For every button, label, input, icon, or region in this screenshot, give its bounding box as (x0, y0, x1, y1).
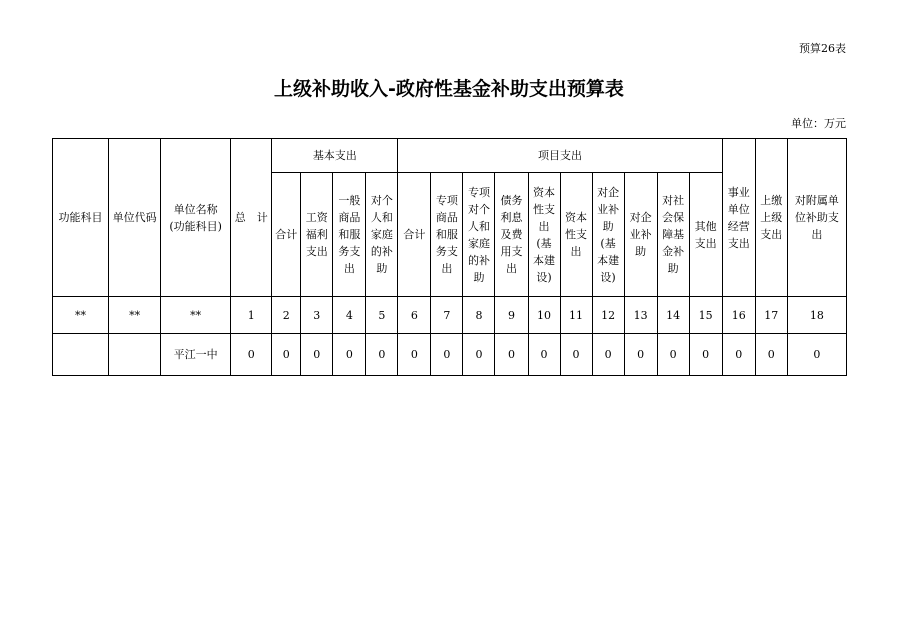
cell-value: 0 (657, 334, 689, 376)
header-project-social-security: 对社会保障基金补助 (662, 194, 685, 275)
cell-value: 0 (560, 334, 592, 376)
header-project-sub-cell (560, 173, 592, 297)
budget-table (52, 138, 847, 376)
index-number: 17 (755, 297, 787, 334)
header-unit-name-cell (161, 139, 231, 297)
header-affiliated: 对附属单位补助支出 (794, 194, 839, 241)
header-project-sub-cell (592, 173, 624, 297)
header-basic: 基本支出 (272, 139, 398, 173)
index-number: 14 (657, 297, 689, 334)
cell-unit-code (109, 334, 161, 376)
index-number: 11 (560, 297, 592, 334)
header-basic-sub-cell (333, 173, 366, 297)
index-number: 12 (592, 297, 624, 334)
index-mark: ** (53, 297, 109, 334)
header-project-goods: 专项商品和服务支出 (435, 194, 458, 275)
cell-value: 0 (495, 334, 528, 376)
header-project-other: 其他支出 (694, 219, 717, 250)
index-number: 15 (689, 297, 722, 334)
header-basic-sub-cell (272, 173, 301, 297)
header-business-cell (722, 139, 755, 297)
cell-value: 0 (398, 334, 431, 376)
header-project: 项目支出 (398, 139, 722, 173)
cell-value: 0 (301, 334, 333, 376)
cell-func-subject (53, 334, 109, 376)
header-basic-salary: 工资福利支出 (305, 211, 328, 258)
cell-total: 0 (231, 334, 272, 376)
index-row (53, 297, 847, 334)
index-number: 16 (722, 297, 755, 334)
index-number: 4 (333, 297, 366, 334)
header-affiliated-cell (787, 139, 846, 297)
header-project-personal: 专项对个人和家庭的补助 (467, 185, 490, 284)
cell-value: 0 (722, 334, 755, 376)
index-number: 13 (624, 297, 657, 334)
header-project-total: 合计 (403, 228, 426, 241)
index-number: 8 (463, 297, 495, 334)
header-basic-sub-cell (301, 173, 333, 297)
index-number: 6 (398, 297, 431, 334)
header-upper: 上缴上级支出 (760, 194, 783, 241)
cell-value: 0 (333, 334, 366, 376)
cell-unit-name: 平江一中 (161, 334, 231, 376)
header-project-sub-cell (689, 173, 722, 297)
header-project-sub-cell (657, 173, 689, 297)
header-project-sub-cell (431, 173, 463, 297)
header-unit-name: 单位名称(功能科目) (169, 202, 222, 233)
index-number: 1 (231, 297, 272, 334)
header-func-subject: 功能科目 (53, 139, 109, 297)
header-basic-sub-cell (366, 173, 398, 297)
header-project-sub-cell (463, 173, 495, 297)
cell-value: 0 (787, 334, 846, 376)
header-business: 事业单位经营支出 (727, 185, 750, 250)
index-mark: ** (109, 297, 161, 334)
header-basic-total: 合计 (275, 228, 298, 241)
header-upper-cell (755, 139, 787, 297)
cell-value: 0 (755, 334, 787, 376)
header-basic-goods: 一般商品和服务支出 (338, 194, 361, 275)
cell-value: 0 (528, 334, 560, 376)
cell-value: 0 (272, 334, 301, 376)
cell-value: 0 (431, 334, 463, 376)
cell-value: 0 (624, 334, 657, 376)
index-number: 9 (495, 297, 528, 334)
cell-value: 0 (689, 334, 722, 376)
header-project-capital-construction: 资本性支出(基本建设) (533, 185, 556, 284)
header-project-enterprise-construction: 对企业补助(基本建设) (597, 185, 620, 284)
index-number: 7 (431, 297, 463, 334)
page-title: 上级补助收入-政府性基金补助支出预算表 (274, 78, 624, 100)
index-mark: ** (161, 297, 231, 334)
index-number: 10 (528, 297, 560, 334)
header-project-sub-cell (495, 173, 528, 297)
cell-value: 0 (463, 334, 495, 376)
cell-value: 0 (592, 334, 624, 376)
header-project-sub-cell (398, 173, 431, 297)
header-unit-code: 单位代码 (109, 139, 161, 297)
header-project-debt: 债务利息及费用支出 (500, 194, 523, 275)
header-project-enterprise: 对企业补助 (629, 211, 652, 258)
cell-value: 0 (366, 334, 398, 376)
header-project-sub-cell (624, 173, 657, 297)
index-number: 18 (787, 297, 846, 334)
unit-label: 单位：万元 (791, 117, 846, 130)
header-project-sub-cell (528, 173, 560, 297)
form-number: 预算26表 (799, 42, 846, 55)
header-project-capital: 资本性支出 (565, 211, 588, 258)
header-basic-personal: 对个人和家庭的补助 (370, 194, 393, 275)
index-number: 3 (301, 297, 333, 334)
index-number: 5 (366, 297, 398, 334)
table-row (53, 334, 847, 376)
header-total: 总 计 (231, 139, 272, 297)
index-number: 2 (272, 297, 301, 334)
